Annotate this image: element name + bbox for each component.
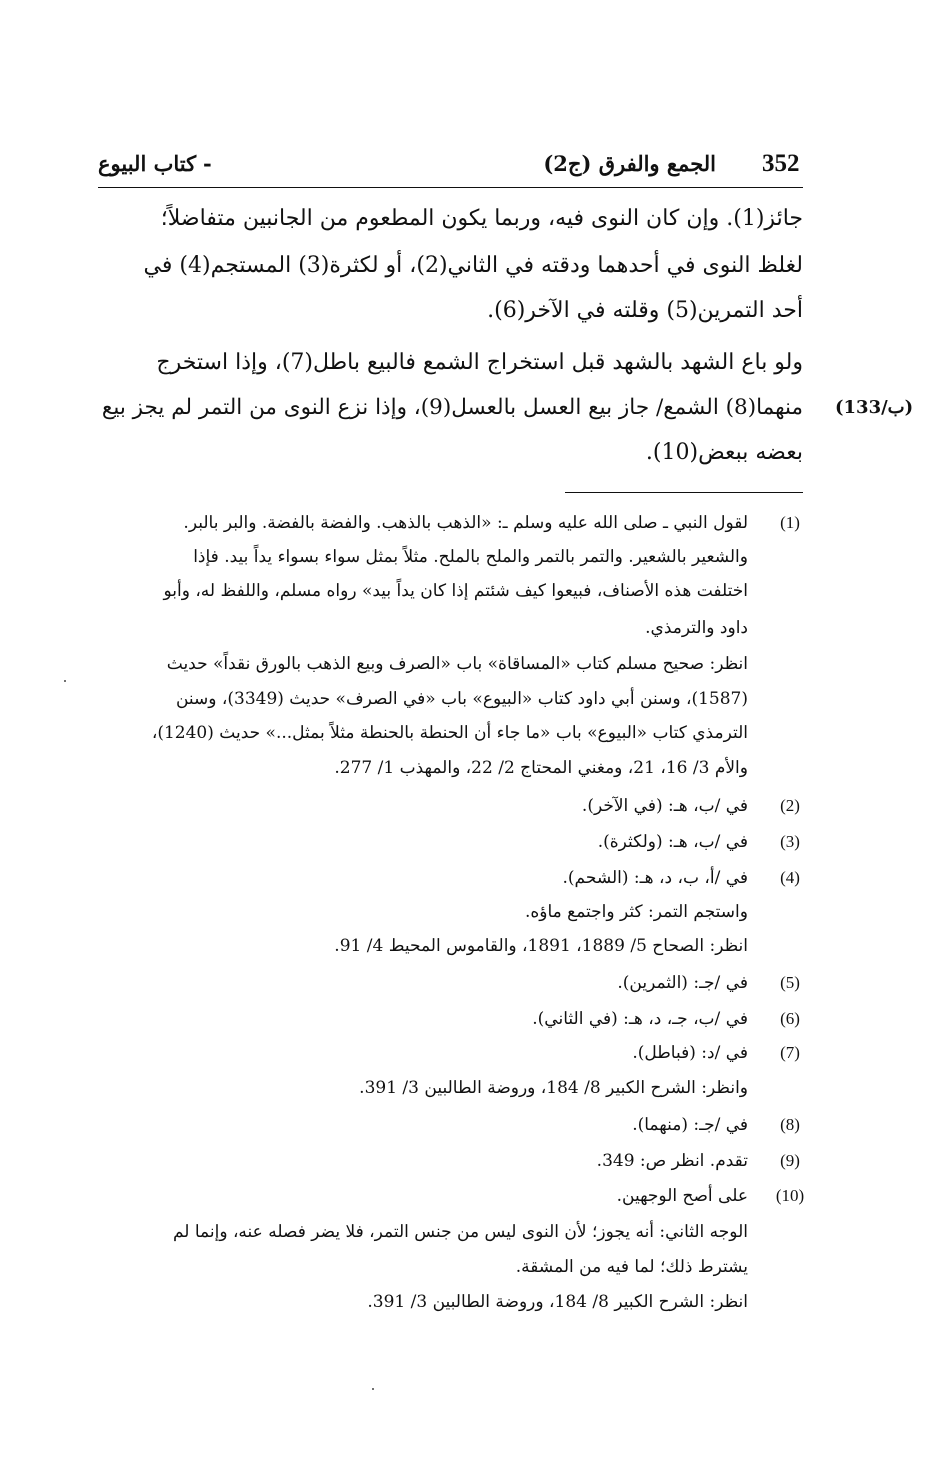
body-line: ولو باع الشهد بالشهد قبل استخراج الشمع فالبيع باطل(7)، وإذا استخرج	[156, 350, 803, 375]
footnote-number: (9)	[780, 1151, 800, 1170]
footnote-line: الترمذي كتاب «البيوع» باب «ما جاء أن الحنطة بالحنطة مثلاً بمثل...» حديث (1240)،	[151, 723, 748, 743]
footnote-line: والشعير بالشعير. والتمر بالتمر والملح بالملح. مثلاً بمثل سواء بسواء يداً بيد. فإذا	[193, 547, 748, 567]
footnote-line: تقدم. انظر ص: 349.	[596, 1151, 748, 1171]
manuscript-folio-marker: (133/ب)	[835, 397, 914, 418]
running-title-separator: -	[203, 151, 212, 176]
body-line: بعضه ببعض(10).	[645, 440, 803, 465]
footnote-line: لقول النبي ـ صلى الله عليه وسلم ـ: «الذهب بالذهب. والفضة بالفضة. والبر بالبر.	[183, 513, 748, 533]
body-line: جائز(1). وإن كان النوى فيه، وربما يكون المطعوم من الجانبين متفاضلاً؛	[160, 206, 803, 231]
footnote-number: (4)	[780, 868, 800, 887]
running-book-title: كتاب البيوع	[98, 151, 197, 176]
scan-speck	[64, 680, 66, 682]
page-number: 352	[762, 150, 800, 177]
footnote-line: داود والترمذي.	[645, 618, 748, 638]
footnote-line: انظر: الشرح الكبير 8/ 184، وروضة الطالبين 3/ 391.	[367, 1292, 748, 1312]
footnote-line: في /ب، هـ: (ولكثرة).	[597, 832, 748, 852]
footnote-number: (2)	[780, 796, 800, 815]
footnote-line: (1587)، وسنن أبي داود كتاب «البيوع» باب «في الصرف» حديث (3349)، وسنن	[175, 689, 748, 709]
footnote-number: (6)	[780, 1009, 800, 1028]
footnote-number: (1)	[780, 513, 800, 532]
footnote-line: في /ب، جـ، د، هـ: (في الثاني).	[532, 1009, 748, 1029]
footnote-line: يشترط ذلك؛ لما فيه من المشقة.	[515, 1257, 748, 1277]
footnote-number: (5)	[780, 973, 800, 992]
body-line: أحد التمرين(5) وقلته في الآخر(6).	[487, 298, 803, 323]
footnote-number: (10)	[775, 1186, 805, 1205]
footnote-line: انظر: الصحاح 5/ 1889، 1891، والقاموس المحيط 4/ 91.	[334, 936, 748, 956]
footnote-line: واستجم التمر: كثر واجتمع ماؤه.	[524, 902, 748, 922]
footnote-number: (7)	[780, 1043, 800, 1062]
footnote-line: في /ب، هـ: (في الآخر).	[581, 796, 748, 816]
footnote-line: في /أ، ب، د، هـ: (الشحم).	[562, 868, 748, 888]
footnote-number: (3)	[780, 832, 800, 851]
footnote-line: على أصح الوجهين.	[616, 1186, 748, 1206]
footnote-line: في /جـ: (منهما).	[632, 1115, 748, 1135]
body-line: منهما(8) الشمع/ جاز بيع العسل بالعسل(9)، وإذا نزع النوى من التمر لم يجز بيع	[101, 395, 803, 420]
footnote-line: والأم 3/ 16، 21، ومغني المحتاج 2/ 22، والمهذب 1/ 277.	[334, 758, 748, 778]
footnote-line: في /جـ: (الثمرين).	[617, 973, 748, 993]
footnote-line: وانظر: الشرح الكبير 8/ 184، وروضة الطالبين 3/ 391.	[359, 1078, 748, 1098]
footnote-line: انظر: صحيح مسلم كتاب «المساقاة» باب «الصرف وبيع الذهب بالورق نقداً» حديث	[166, 654, 748, 674]
scan-speck	[372, 1388, 374, 1390]
footnote-number: (8)	[780, 1115, 800, 1134]
header-rule	[98, 187, 803, 188]
footnote-line: الوجه الثاني: أنه يجوز؛ لأن النوى ليس من جنس التمر، فلا يضر فصله عنه، وإنما لم	[172, 1222, 748, 1242]
running-title: الجمع والفرق (ج2)	[543, 151, 716, 176]
body-line: لغلظ النوى في أحدهما ودقته في الثاني(2)، أو لكثرة(3) المستجم(4) في	[143, 253, 803, 278]
footnote-rule	[565, 492, 803, 493]
footnote-line: اختلفت هذه الأصناف، فبيعوا كيف شئتم إذا كان يداً بيد» رواه مسلم، واللفظ له، وأبو	[163, 581, 748, 601]
footnote-line: في /د: (فباطل).	[632, 1043, 748, 1063]
